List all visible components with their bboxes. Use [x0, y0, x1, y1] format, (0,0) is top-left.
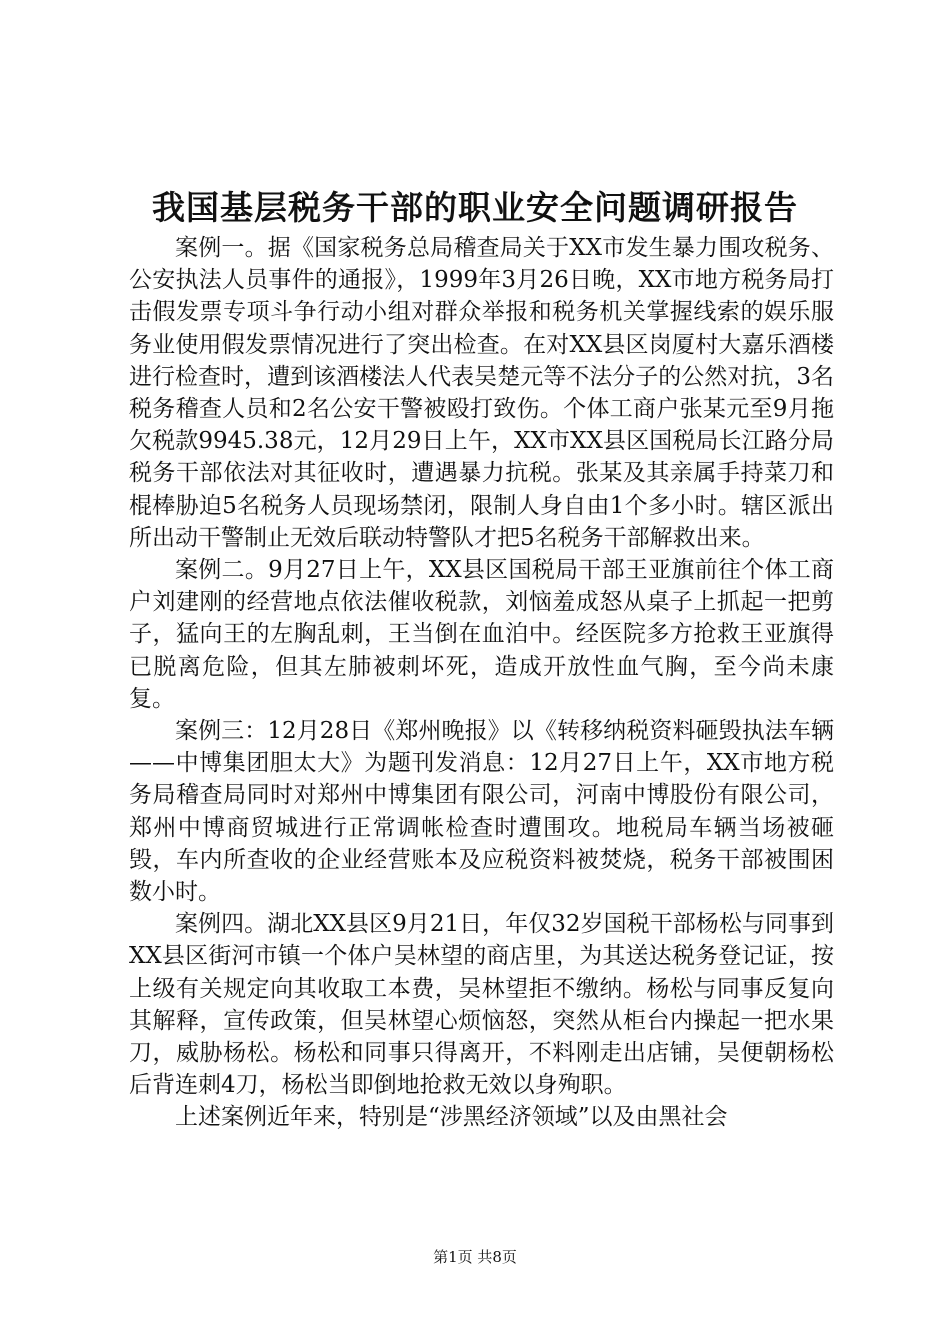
document-title: 我国基层税务干部的职业安全问题调研报告	[152, 188, 798, 227]
paragraph-case-3: 案例三：12月28日《郑州晚报》以《转移纳税资料砸毁执法车辆——中博集团胆太大》为题刊发消息：12月27日上午，XX市地方税务局稽查局同时对郑州中博集团有限公司，河南中博股份有限公司，郑州中博商贸城进行正常调帐检查时遭围攻。地税局车辆当场被砸毁，车内所查收的企业经营账本及应税资料被焚烧，税务干部被围困数小时。	[129, 718, 834, 906]
paragraph-summary: 上述案例近年来，特别是“涉黑经济领域”以及由黑社会	[175, 1104, 728, 1131]
paragraph-case-2: 案例二。9月27日上午，XX县区国税局干部王亚旗前往个体工商户刘建刚的经营地点依法催收税款，刘恼羞成怒从桌子上抓起一把剪子，猛向王的左胸乱刺，王当倒在血泊中。经医院多方抢救王亚旗得已脱离危险，但其左肺被刺坏死，造成开放性血气胸，至今尚未康复。	[129, 557, 834, 712]
paragraph-case-4: 案例四。湖北XX县区9月21日，年仅32岁国税干部杨松与同事到XX县区街河市镇一个体户吴林望的商店里，为其送达税务登记证，按上级有关规定向其收取工本费，吴林望拒不缴纳。杨松与同事反复向其解释，宣传政策，但吴林望心烦恼怒，突然从柜台内操起一把水果刀，威胁杨松。杨松和同事只得离开，不料刚走出店铺，吴便朝杨松后背连刺4刀，杨松当即倒地抢救无效以身殉职。	[129, 911, 834, 1099]
page-footer	[0, 1247, 950, 1267]
paragraph-case-1: 案例一。据《国家税务总局稽查局关于XX市发生暴力围攻税务、公安执法人员事件的通报》，1999年3月26日晚，XX市地方税务局打击假发票专项斗争行动小组对群众举报和税务机关掌握线索的娱乐服务业使用假发票情况进行了突出检查。在对XX县区岗厦村大嘉乐酒楼进行检查时，遭到该酒楼法人代表吴楚元等不法分子的公然对抗，3名税务稽查人员和2名公安干警被殴打致伤。个体工商户张某元至9月拖欠税款9945.38元，12月29日上午，XX市XX县区国税局长江路分局税务干部依法对其征收时，遭遇暴力抗税。张某及其亲属手持菜刀和棍棒胁迫5名税务人员现场禁闭，限制人身自由1个多小时。辖区派出所出动干警制止无效后联动特警队才把5名税务干部解救出来。	[129, 235, 834, 551]
document-body	[129, 232, 834, 1134]
page-indicator: 第1页 共8页	[433, 1248, 517, 1266]
